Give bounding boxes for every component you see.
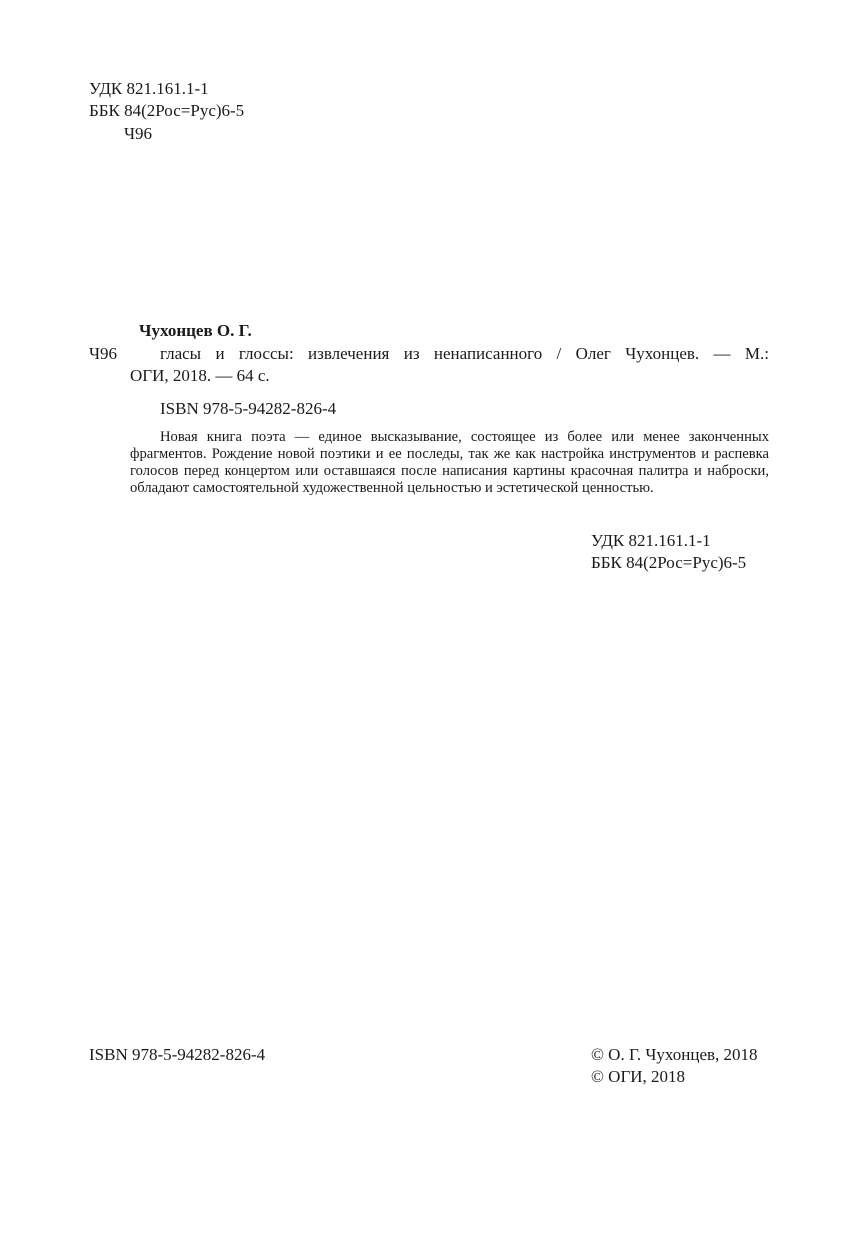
bbk-code-bottom: ББК 84(2Рос=Рус)6-5 xyxy=(591,553,747,572)
author-name: Чухонцев О. Г. xyxy=(139,321,252,340)
bibliographic-title xyxy=(130,343,769,387)
copyright-author: © О. Г. Чухонцев, 2018 xyxy=(591,1045,758,1064)
author-mark-side: Ч96 xyxy=(89,344,118,363)
title-line-2: ОГИ, 2018. — 64 с. xyxy=(130,366,270,385)
udk-code-top: УДК 821.161.1-1 xyxy=(89,79,209,98)
bbk-code-top: ББК 84(2Рос=Рус)6-5 xyxy=(89,101,245,120)
author-mark-top: Ч96 xyxy=(124,124,153,143)
copyright-publisher: © ОГИ, 2018 xyxy=(591,1067,686,1086)
title-line-1: гласы и глоссы: извлечения из ненаписанного / Олег Чухонцев. — М.: xyxy=(160,344,769,363)
isbn-footer: ISBN 978-5-94282-826-4 xyxy=(89,1045,266,1064)
annotation-text: Новая книга поэта — единое высказывание, состоящее из более или менее законченных фрагментов. Рождение новой поэтики и ее последы, так же как настройка инструментов и распевка голосов перед концертом или оставшаяся после написания картины красочная палитра и наброски, обладают самостоятельной художественной цельностью и эстетической ценностью. xyxy=(130,429,769,496)
udk-code-bottom: УДК 821.161.1-1 xyxy=(591,531,711,550)
isbn-record: ISBN 978-5-94282-826-4 xyxy=(160,399,337,418)
